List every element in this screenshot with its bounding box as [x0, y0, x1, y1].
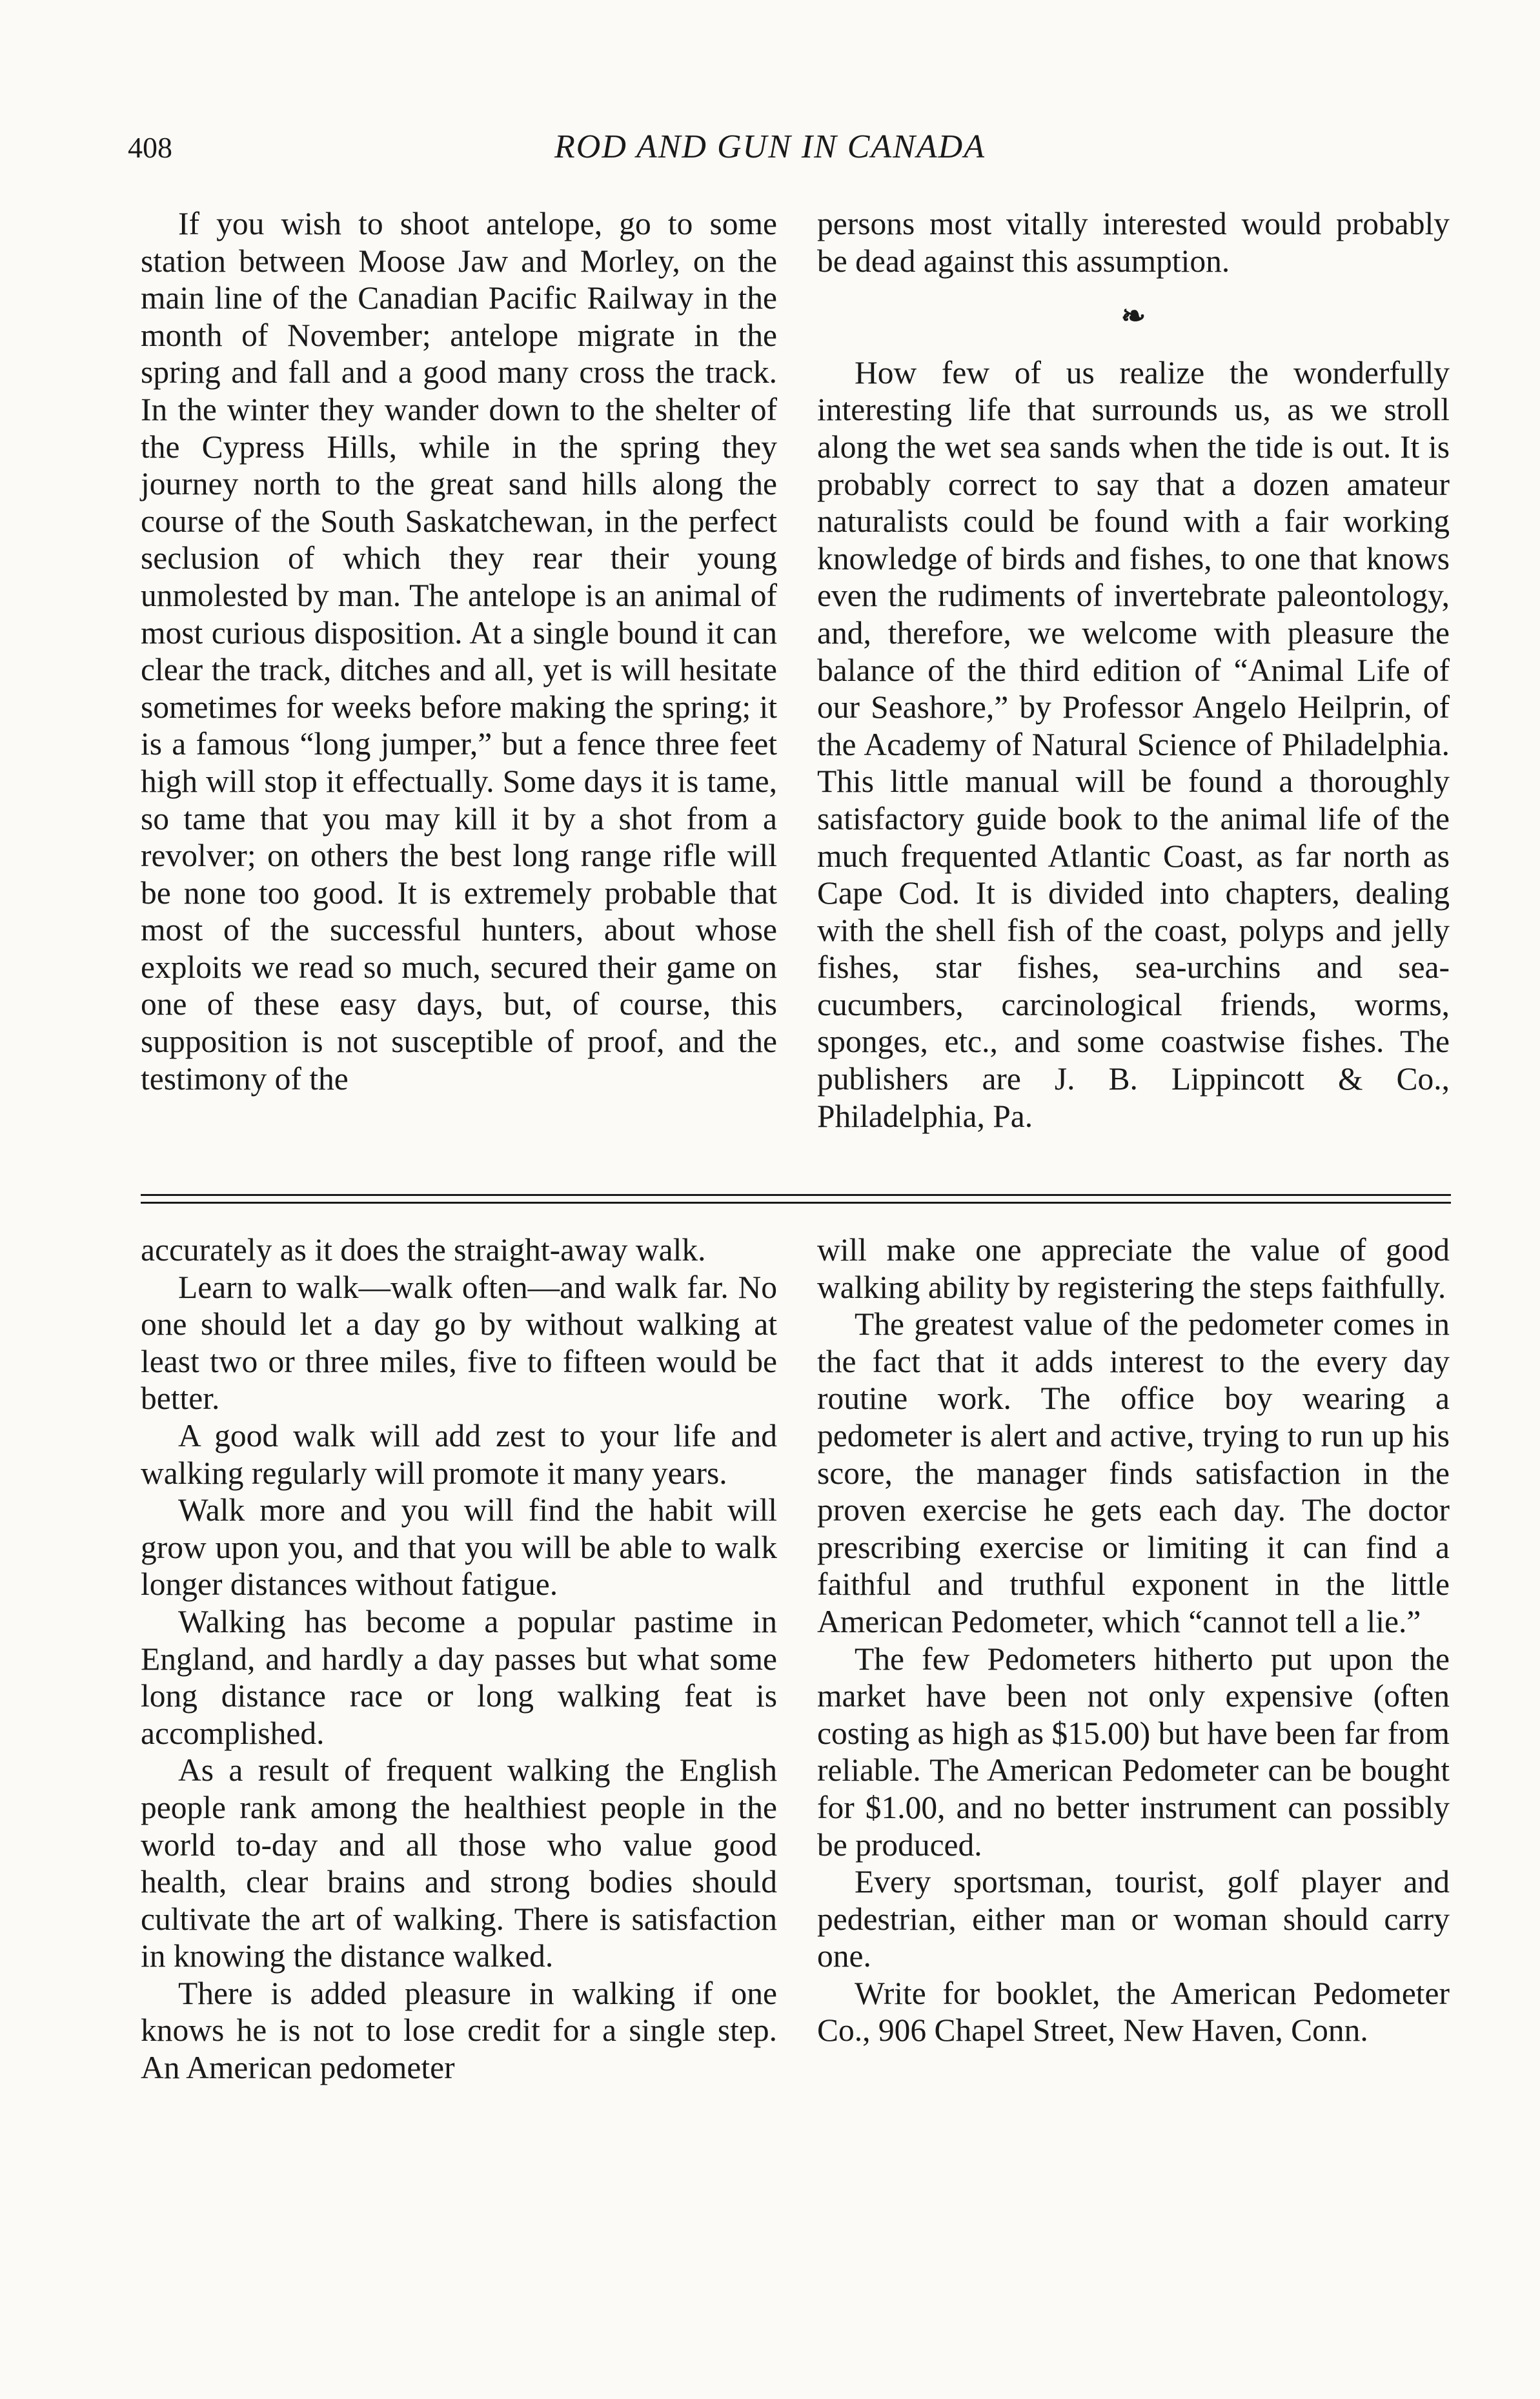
paragraph: The few Pedometers hitherto put upon the market have been not only expensive (often costing as high as $15.00) but have been far from reliable. The American Pedometer can be bought for $1.00, and no better instrument can possibly be produced.: [817, 1641, 1450, 1863]
paragraph: Learn to walk—walk often—and walk far. No one should let a day go by without walking at least two or three miles, five to fifteen would be better.: [141, 1269, 777, 1417]
section-divider: [141, 1202, 1451, 1204]
running-head: ROD AND GUN IN CANADA: [554, 128, 986, 165]
paragraph-continuation: persons most vitally interested would probably be dead against this assumption.: [817, 206, 1450, 279]
column-bottom-left: [141, 1231, 777, 2087]
column-top-right: [817, 205, 1450, 1135]
column-bottom-right: [817, 1231, 1450, 2049]
paragraph: Walking has become a popular pastime in England, and hardly a day passes but what some long distance race or long walking feat is accomplished.: [141, 1603, 777, 1751]
paragraph: As a result of frequent walking the English people rank among the healthiest people in the world to-day and all those who value good health, clear brains and strong bodies should cultivate the art of walking. There is satisfaction in knowing the distance walked.: [141, 1752, 777, 1974]
paragraph: A good walk will add zest to your life and walking regularly will promote it many years.: [141, 1417, 777, 1491]
paragraph: Walk more and you will find the habit will grow upon you, and that you will be able to walk longer distances without fatigue.: [141, 1492, 777, 1603]
paragraph-continuation: will make one appreciate the value of good walking ability by registering the steps faithfully.: [817, 1232, 1450, 1305]
paragraph: How few of us realize the wonderfully interesting life that surrounds us, as we stroll along the wet sea sands when the tide is out. It is probably correct to say that a dozen amateur naturalists could be found with a fair working knowledge of birds and fishes, to one that knows even the rudiments of invertebrate paleontology, and, therefore, we welcome with pleasure the balance of the third edition of “Animal Life of our Seashore,” by Professor Angelo Heilprin, of the Academy of Natural Science of Philadelphia. This little manual will be found a thoroughly satisfactory guide book to the animal life of the much frequented Atlantic Coast, as far north as Cape Cod. It is divided into chapters, dealing with the shell fish of the coast, polyps and jelly fishes, star fishes, sea-urchins and sea-cucumbers, carcinological friends, worms, sponges, etc., and some coastwise fishes. The publishers are J. B. Lippincott & Co., Philadelphia, Pa.: [817, 354, 1450, 1134]
column-top-left: [141, 205, 777, 1097]
ornament-icon: ❧: [1120, 299, 1146, 333]
paragraph-continuation: accurately as it does the straight-away walk.: [141, 1232, 706, 1268]
paragraph: Write for booklet, the American Pedometer Co., 906 Chapel Street, New Haven, Conn.: [817, 1975, 1450, 2049]
paragraph: If you wish to shoot antelope, go to some station between Moose Jaw and Morley, on the main line of the Canadian Pacific Railway in the month of November; antelope migrate in the spring and fall and a good many cross the track. In the winter they wander down to the shelter of the Cypress Hills, while in the spring they journey north to the great sand hills along the course of the South Saskatchewan, in the perfect seclusion of which they rear their young unmolested by man. The antelope is an animal of most curious disposition. At a single bound it can clear the track, ditches and all, yet is will hesitate sometimes for weeks before making the spring; it is a famous “long jumper,” but a fence three feet high will stop it effectually. Some days it is tame, so tame that you may kill it by a shot from a revolver; on others the best long range rifle will be none too good. It is extremely probable that most of the successful hunters, about whose exploits we read so much, secured their game on one of these easy days, but, of course, this supposition is not susceptible of proof, and the testimony of the: [141, 206, 777, 1097]
paragraph: There is added pleasure in walking if one knows he is not to lose credit for a single step. An American pedometer: [141, 1975, 777, 2086]
paragraph: Every sportsman, tourist, golf player and pedestrian, either man or woman should carry one.: [817, 1864, 1450, 1974]
section-divider: [141, 1194, 1451, 1196]
paragraph: The greatest value of the pedometer comes in the fact that it adds interest to the every day routine work. The office boy wearing a pedometer is alert and active, trying to run up his score, the manager finds satisfaction in the proven exercise he gets each day. The doctor prescribing exercise or limiting it can find a faithful and truthful exponent in the little American Pedometer, which “cannot tell a lie.”: [817, 1306, 1450, 1639]
page-number: 408: [128, 131, 172, 164]
